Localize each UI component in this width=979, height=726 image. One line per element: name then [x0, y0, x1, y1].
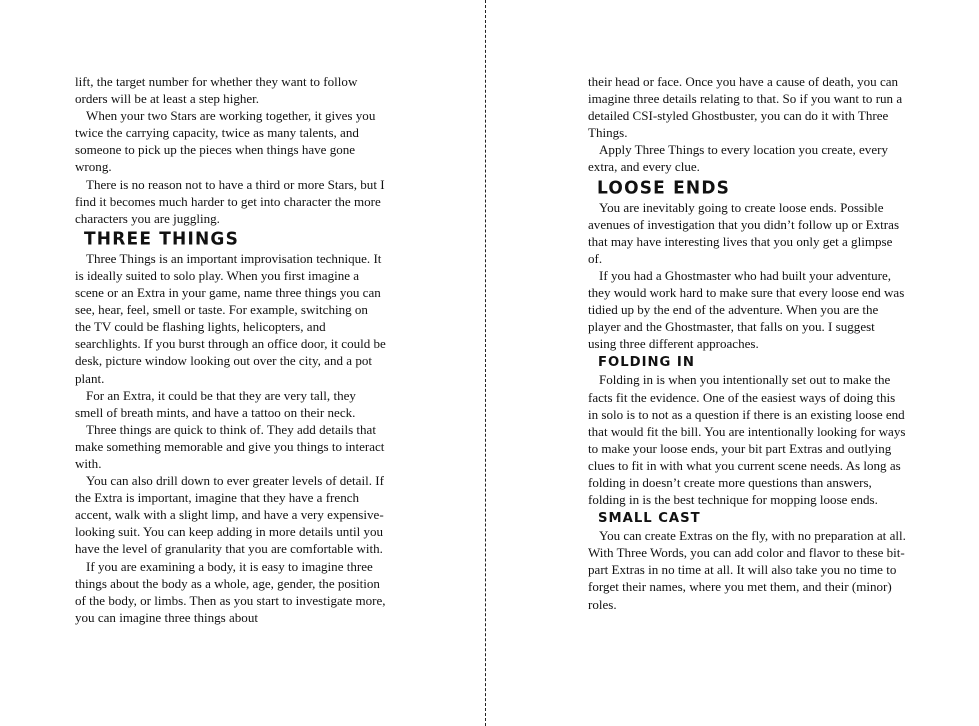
- left-paragraph-8: If you are examining a body, it is easy to imagine three things about the body as a whole, age, gender, the position of the body, or limbs. Then as you start to investigate more, you can imagine three things about: [75, 558, 386, 625]
- left-paragraph-3: There is no reason not to have a third or more Stars, but I find it becomes much harder to get into character the more characters you are juggling.: [75, 176, 385, 226]
- right-paragraph-3: You are inevitably going to create loose ends. Possible avenues of investigation that you didn’t follow up or Extras that may have interesting lives that you only get a glimpse of.: [588, 199, 900, 266]
- left-paragraph-4: Three Things is an important improvisation technique. It is ideally suited to solo play. When you first imagine a scene or an Extra in your game, name three things you can see, hear, feel, smell or taste. For example, switching on the TV could be flashing lights, helicopters, and searchlights. If you burst through an office door, it could be desk, picture window looking out over the city, and a pot plant.: [75, 250, 386, 386]
- left-paragraph-7: You can also drill down to ever greater levels of detail. If the Extra is important, imagine that they have a french accent, walk with a slight limp, and have a very expensive-looking suit. You can keep adding in more details until you have the level of granularity that you are comfortable with.: [75, 473, 384, 557]
- right-paragraph-4: If you had a Ghostmaster who had built your adventure, they would work hard to make sure that every loose end was tidied up by the end of the adventure. When you are the player and the Ghostmaster, that falls on you. I suggest using three different approaches.: [588, 267, 905, 352]
- right-paragraph-6: You can create Extras on the fly, with no preparation at all. With Three Words, you can add color and flavor to these bit-part Extras in no time at all. It will also take you no time to forget their names, where you met them, and their (minor) roles.: [588, 528, 906, 612]
- left-paragraph-2: When your two Stars are working together, it gives you twice the carrying capacity, twice as many talents, and someone to pick up the pieces when things have gone wrong.: [75, 108, 376, 175]
- heading-three-things: THREE THINGS: [84, 228, 240, 250]
- page-divider-dashed-line: [485, 0, 486, 726]
- left-paragraph-6: Three things are quick to think of. They add details that make something memorable and give you things to interact with.: [75, 421, 385, 471]
- right-paragraph-5: Folding in is when you intentionally set out to make the facts fit the evidence. One of the easiest ways of doing this in solo is to not as a question if there is an existing loose end that would fit the bill. You are intentionally looking for ways to make your loose ends, your bit part Extras and outlying clues to fit in with what you current scene needs. As long as folding in doesn’t create more questions than answers, folding in is the best technique for mopping loose ends.: [588, 372, 906, 508]
- heading-loose-ends: LOOSE ENDS: [597, 177, 731, 199]
- right-paragraph-1: their head or face. Once you have a cause of death, you can imagine three details relating to that. So if you want to run a detailed CSI-styled Ghostbuster, you can do it with Three Things.: [588, 74, 903, 141]
- left-page-column: [75, 73, 387, 626]
- left-paragraph-1: lift, the target number for whether they want to follow orders will be at least a step higher.: [75, 74, 358, 107]
- left-paragraph-5: For an Extra, it could be that they are very tall, they smell of breath mints, and have a tattoo on their neck.: [75, 387, 356, 420]
- heading-folding-in: FOLDING IN: [598, 355, 695, 371]
- heading-small-cast: SMALL CAST: [598, 511, 701, 527]
- right-page-column: [588, 73, 906, 613]
- right-paragraph-2: Apply Three Things to every location you create, every extra, and every clue.: [588, 142, 888, 175]
